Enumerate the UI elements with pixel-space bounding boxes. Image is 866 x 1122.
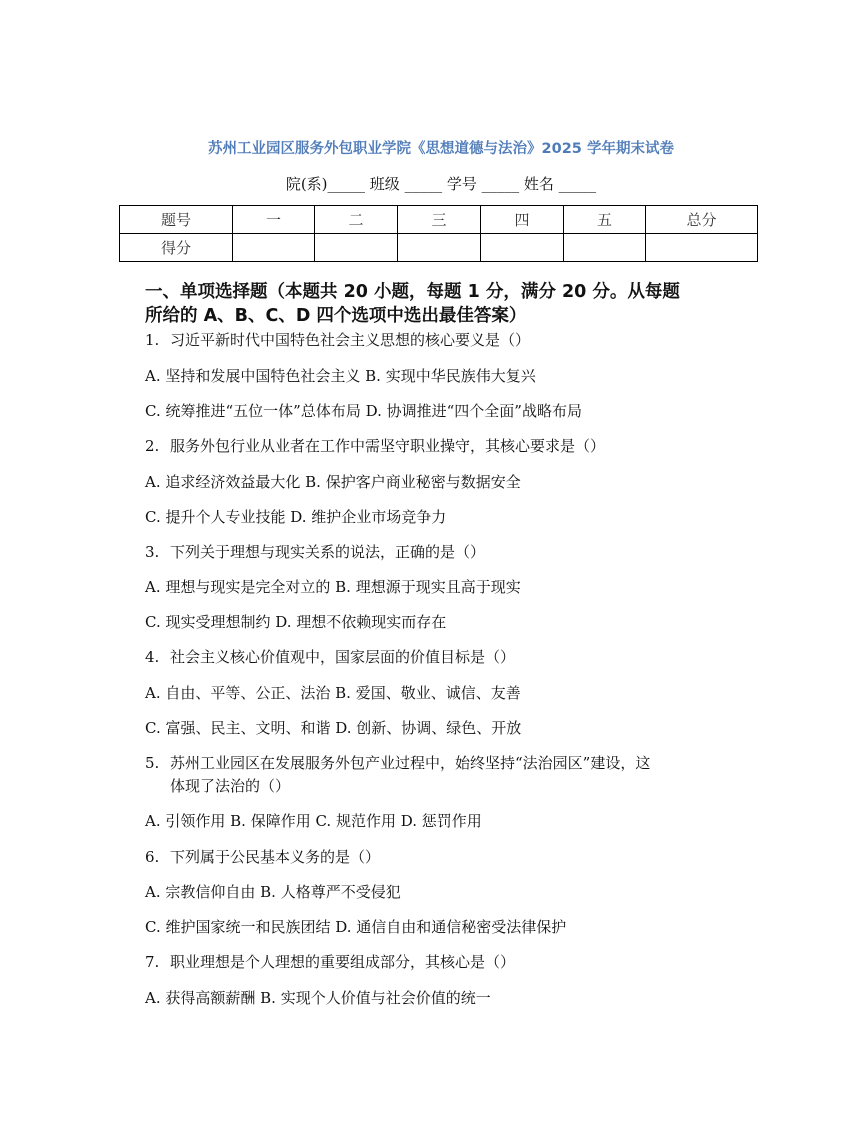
question-7 bbox=[145, 951, 515, 972]
option-line: C. 富强、民主、文明、和谐 D. 创新、协调、绿色、开放 bbox=[145, 719, 522, 737]
question-1 bbox=[145, 329, 530, 350]
question-number: 2. bbox=[145, 437, 160, 455]
question-number: 1. bbox=[145, 331, 160, 349]
cell: 总分 bbox=[646, 206, 758, 234]
section-heading-cont: 所给的 A、B、C、D 四个选项中选出最佳答案） bbox=[145, 306, 527, 326]
cell: 二 bbox=[315, 206, 398, 234]
option-line: A. 获得高额薪酬 B. 实现个人价值与社会价值的统一 bbox=[145, 989, 491, 1007]
question-text: 苏州工业园区在发展服务外包产业过程中，始终坚持“法治园区”建设，这 bbox=[170, 754, 651, 772]
option-line: A. 引领作用 B. 保障作用 C. 规范作用 D. 惩罚作用 bbox=[145, 812, 482, 830]
question-text: 社会主义核心价值观中，国家层面的价值目标是（） bbox=[170, 648, 516, 666]
cell: 一 bbox=[233, 206, 315, 234]
option-line: A. 追求经济效益最大化 B. 保护客户商业秘密与数据安全 bbox=[145, 473, 521, 491]
question-number: 7. bbox=[145, 953, 160, 971]
question-number: 6. bbox=[145, 848, 160, 866]
question-text: 职业理想是个人理想的重要组成部分，其核心是（） bbox=[170, 953, 516, 971]
score-table-score-row bbox=[120, 234, 758, 262]
option-line: A. 坚持和发展中国特色社会主义 B. 实现中华民族伟大复兴 bbox=[145, 367, 536, 385]
cell: 三 bbox=[398, 206, 481, 234]
question-3 bbox=[145, 541, 485, 562]
question-text: 下列属于公民基本义务的是（） bbox=[170, 848, 381, 866]
option-line: C. 统筹推进“五位一体”总体布局 D. 协调推进“四个全面”战略布局 bbox=[145, 402, 582, 420]
score-table-header-row bbox=[120, 206, 758, 234]
question-number: 4. bbox=[145, 648, 160, 666]
question-4 bbox=[145, 646, 515, 667]
question-text: 下列关于理想与现实关系的说法，正确的是（） bbox=[170, 543, 486, 561]
score-cell bbox=[646, 234, 758, 262]
question-number: 5. bbox=[145, 754, 160, 772]
question-number: 3. bbox=[145, 543, 160, 561]
option-line: C. 提升个人专业技能 D. 维护企业市场竞争力 bbox=[145, 508, 447, 526]
cell: 得分 bbox=[120, 234, 233, 262]
option-line: C. 维护国家统一和民族团结 D. 通信自由和通信秘密受法律保护 bbox=[145, 918, 567, 936]
option-line: A. 宗教信仰自由 B. 人格尊严不受侵犯 bbox=[145, 883, 401, 901]
section-heading: 一、单项选择题（本题共 20 小题，每题 1 分，满分 20 分。从每题 bbox=[145, 282, 680, 302]
cell: 四 bbox=[481, 206, 564, 234]
score-cell bbox=[315, 234, 398, 262]
score-cell bbox=[481, 234, 564, 262]
option-line: C. 现实受理想制约 D. 理想不依赖现实而存在 bbox=[145, 613, 447, 631]
score-cell bbox=[398, 234, 481, 262]
option-line: A. 自由、平等、公正、法治 B. 爱国、敬业、诚信、友善 bbox=[145, 684, 521, 702]
score-cell bbox=[233, 234, 315, 262]
question-text: 习近平新时代中国特色社会主义思想的核心要义是（） bbox=[170, 331, 531, 349]
question-text-cont: 体现了法治的（） bbox=[170, 777, 291, 795]
exam-title: 苏州工业园区服务外包职业学院《思想道德与法治》2025 学年期末试卷 bbox=[208, 141, 674, 157]
score-table bbox=[119, 205, 758, 262]
student-info-line: 院(系)_____ 班级 _____ 学号 _____ 姓名 _____ bbox=[285, 175, 597, 193]
option-line: A. 理想与现实是完全对立的 B. 理想源于现实且高于现实 bbox=[145, 578, 521, 596]
cell: 题号 bbox=[120, 206, 233, 234]
cell: 五 bbox=[564, 206, 646, 234]
question-2 bbox=[145, 435, 605, 456]
question-text: 服务外包行业从业者在工作中需坚守职业操守，其核心要求是（） bbox=[170, 437, 606, 455]
score-cell bbox=[564, 234, 646, 262]
question-5 bbox=[145, 752, 650, 773]
question-6 bbox=[145, 846, 380, 867]
